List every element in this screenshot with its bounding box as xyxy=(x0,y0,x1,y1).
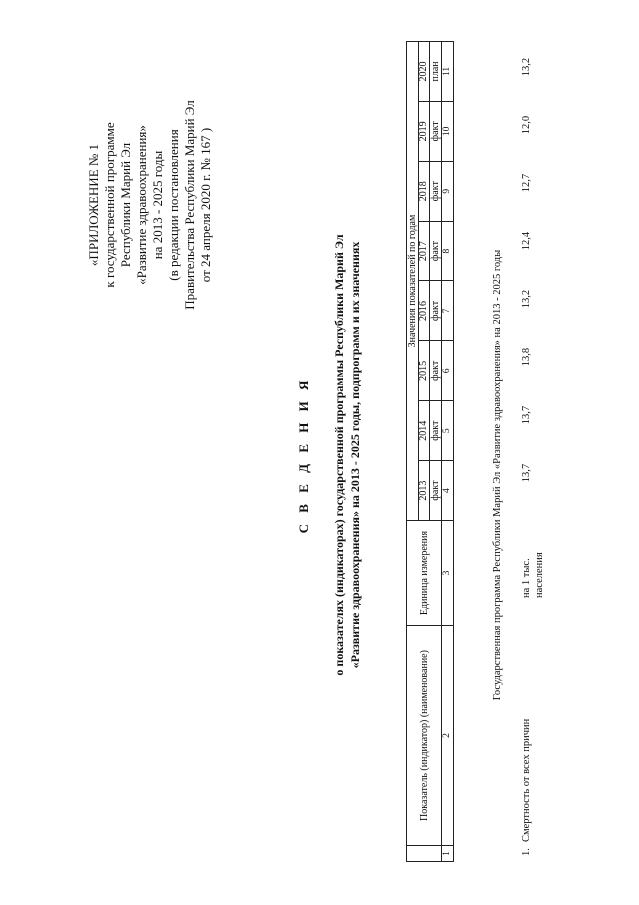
document-subtitle-line-2: «Развитие здравоохранения» на 2013 - 2025 годы, подпрограмм и их значениях xyxy=(348,241,362,669)
table-header-row xyxy=(407,42,419,862)
column-number: 9 xyxy=(442,161,454,221)
column-number: 2 xyxy=(442,626,454,846)
column-number: 4 xyxy=(442,461,454,521)
year-cell xyxy=(419,281,442,341)
row-unit: на 1 тыс. населения xyxy=(521,552,545,598)
year-label: 2013 xyxy=(418,480,429,501)
year-cell xyxy=(419,461,442,521)
year-cell xyxy=(419,101,442,161)
row-value: 13,8 xyxy=(521,347,532,367)
column-number: 8 xyxy=(442,221,454,281)
row-value: 13,2 xyxy=(521,289,532,309)
column-number: 6 xyxy=(442,341,454,401)
year-kind: факт xyxy=(429,341,441,400)
year-label: 2019 xyxy=(418,121,429,142)
column-number: 10 xyxy=(442,101,454,161)
year-kind: факт xyxy=(429,282,441,341)
stamp-line: к государственной программе xyxy=(102,122,117,288)
year-kind: факт xyxy=(429,222,441,281)
year-label: 2017 xyxy=(418,241,429,262)
year-label: 2016 xyxy=(418,300,429,321)
stamp-line: «ПРИЛОЖЕНИЕ № 1 xyxy=(86,143,101,267)
row-value: 12,0 xyxy=(521,115,532,135)
program-section-title: Государственная программа Республики Марий Эл «Развитие здравоохранения» на 2013 - 2025 годы xyxy=(492,249,503,701)
row-value: 13,2 xyxy=(521,57,532,77)
year-kind: план xyxy=(429,42,441,101)
header-indicator: Показатель (индикатор) (наименование) xyxy=(407,626,442,846)
header-values-by-year: Значения показателей по годам xyxy=(407,42,419,521)
document-subtitle-line-1: о показателях (индикаторах) государственной программы Республики Марий Эл xyxy=(332,234,346,676)
row-value: 12,7 xyxy=(521,173,532,193)
column-number: 3 xyxy=(442,521,454,626)
stamp-line: Правительства Республики Марий Эл xyxy=(182,100,197,310)
stamp-line: «Развитие здравоохранения» xyxy=(134,125,149,285)
year-cell xyxy=(419,42,442,102)
header-unit: Единица измерения xyxy=(407,521,442,626)
year-kind: факт xyxy=(429,102,441,161)
stamp-line: Республики Марий Эл xyxy=(118,142,133,268)
year-cell xyxy=(419,401,442,461)
row-indicator-name: Смертность от всех причин xyxy=(521,718,532,842)
column-number: 1 xyxy=(442,846,454,862)
column-number: 7 xyxy=(442,281,454,341)
row-value: 12,4 xyxy=(521,231,532,251)
row-value: 13,7 xyxy=(521,463,532,483)
year-label: 2014 xyxy=(418,420,429,441)
row-value: 13,7 xyxy=(521,405,532,425)
year-cell xyxy=(419,341,442,401)
header-number-cell xyxy=(407,846,442,862)
year-kind: факт xyxy=(429,401,441,460)
column-number: 11 xyxy=(442,42,454,102)
indicators-table xyxy=(406,41,454,862)
row-number: 1. xyxy=(521,848,532,856)
year-cell xyxy=(419,161,442,221)
appendix-stamp xyxy=(86,85,214,325)
year-cell xyxy=(419,221,442,281)
year-label: 2015 xyxy=(418,360,429,381)
year-kind: факт xyxy=(429,162,441,221)
column-number-row xyxy=(442,42,454,862)
stamp-line: от 24 апреля 2020 г. № 167 ) xyxy=(198,127,213,283)
stamp-line: (в редакции постановления xyxy=(166,129,181,281)
stamp-line: на 2013 - 2025 годы xyxy=(150,150,165,260)
year-kind: факт xyxy=(429,461,441,520)
document-title: С В Е Д Е Н И Я xyxy=(296,376,311,534)
year-label: 2018 xyxy=(418,181,429,202)
year-label: 2020 xyxy=(418,61,429,82)
column-number: 5 xyxy=(442,401,454,461)
